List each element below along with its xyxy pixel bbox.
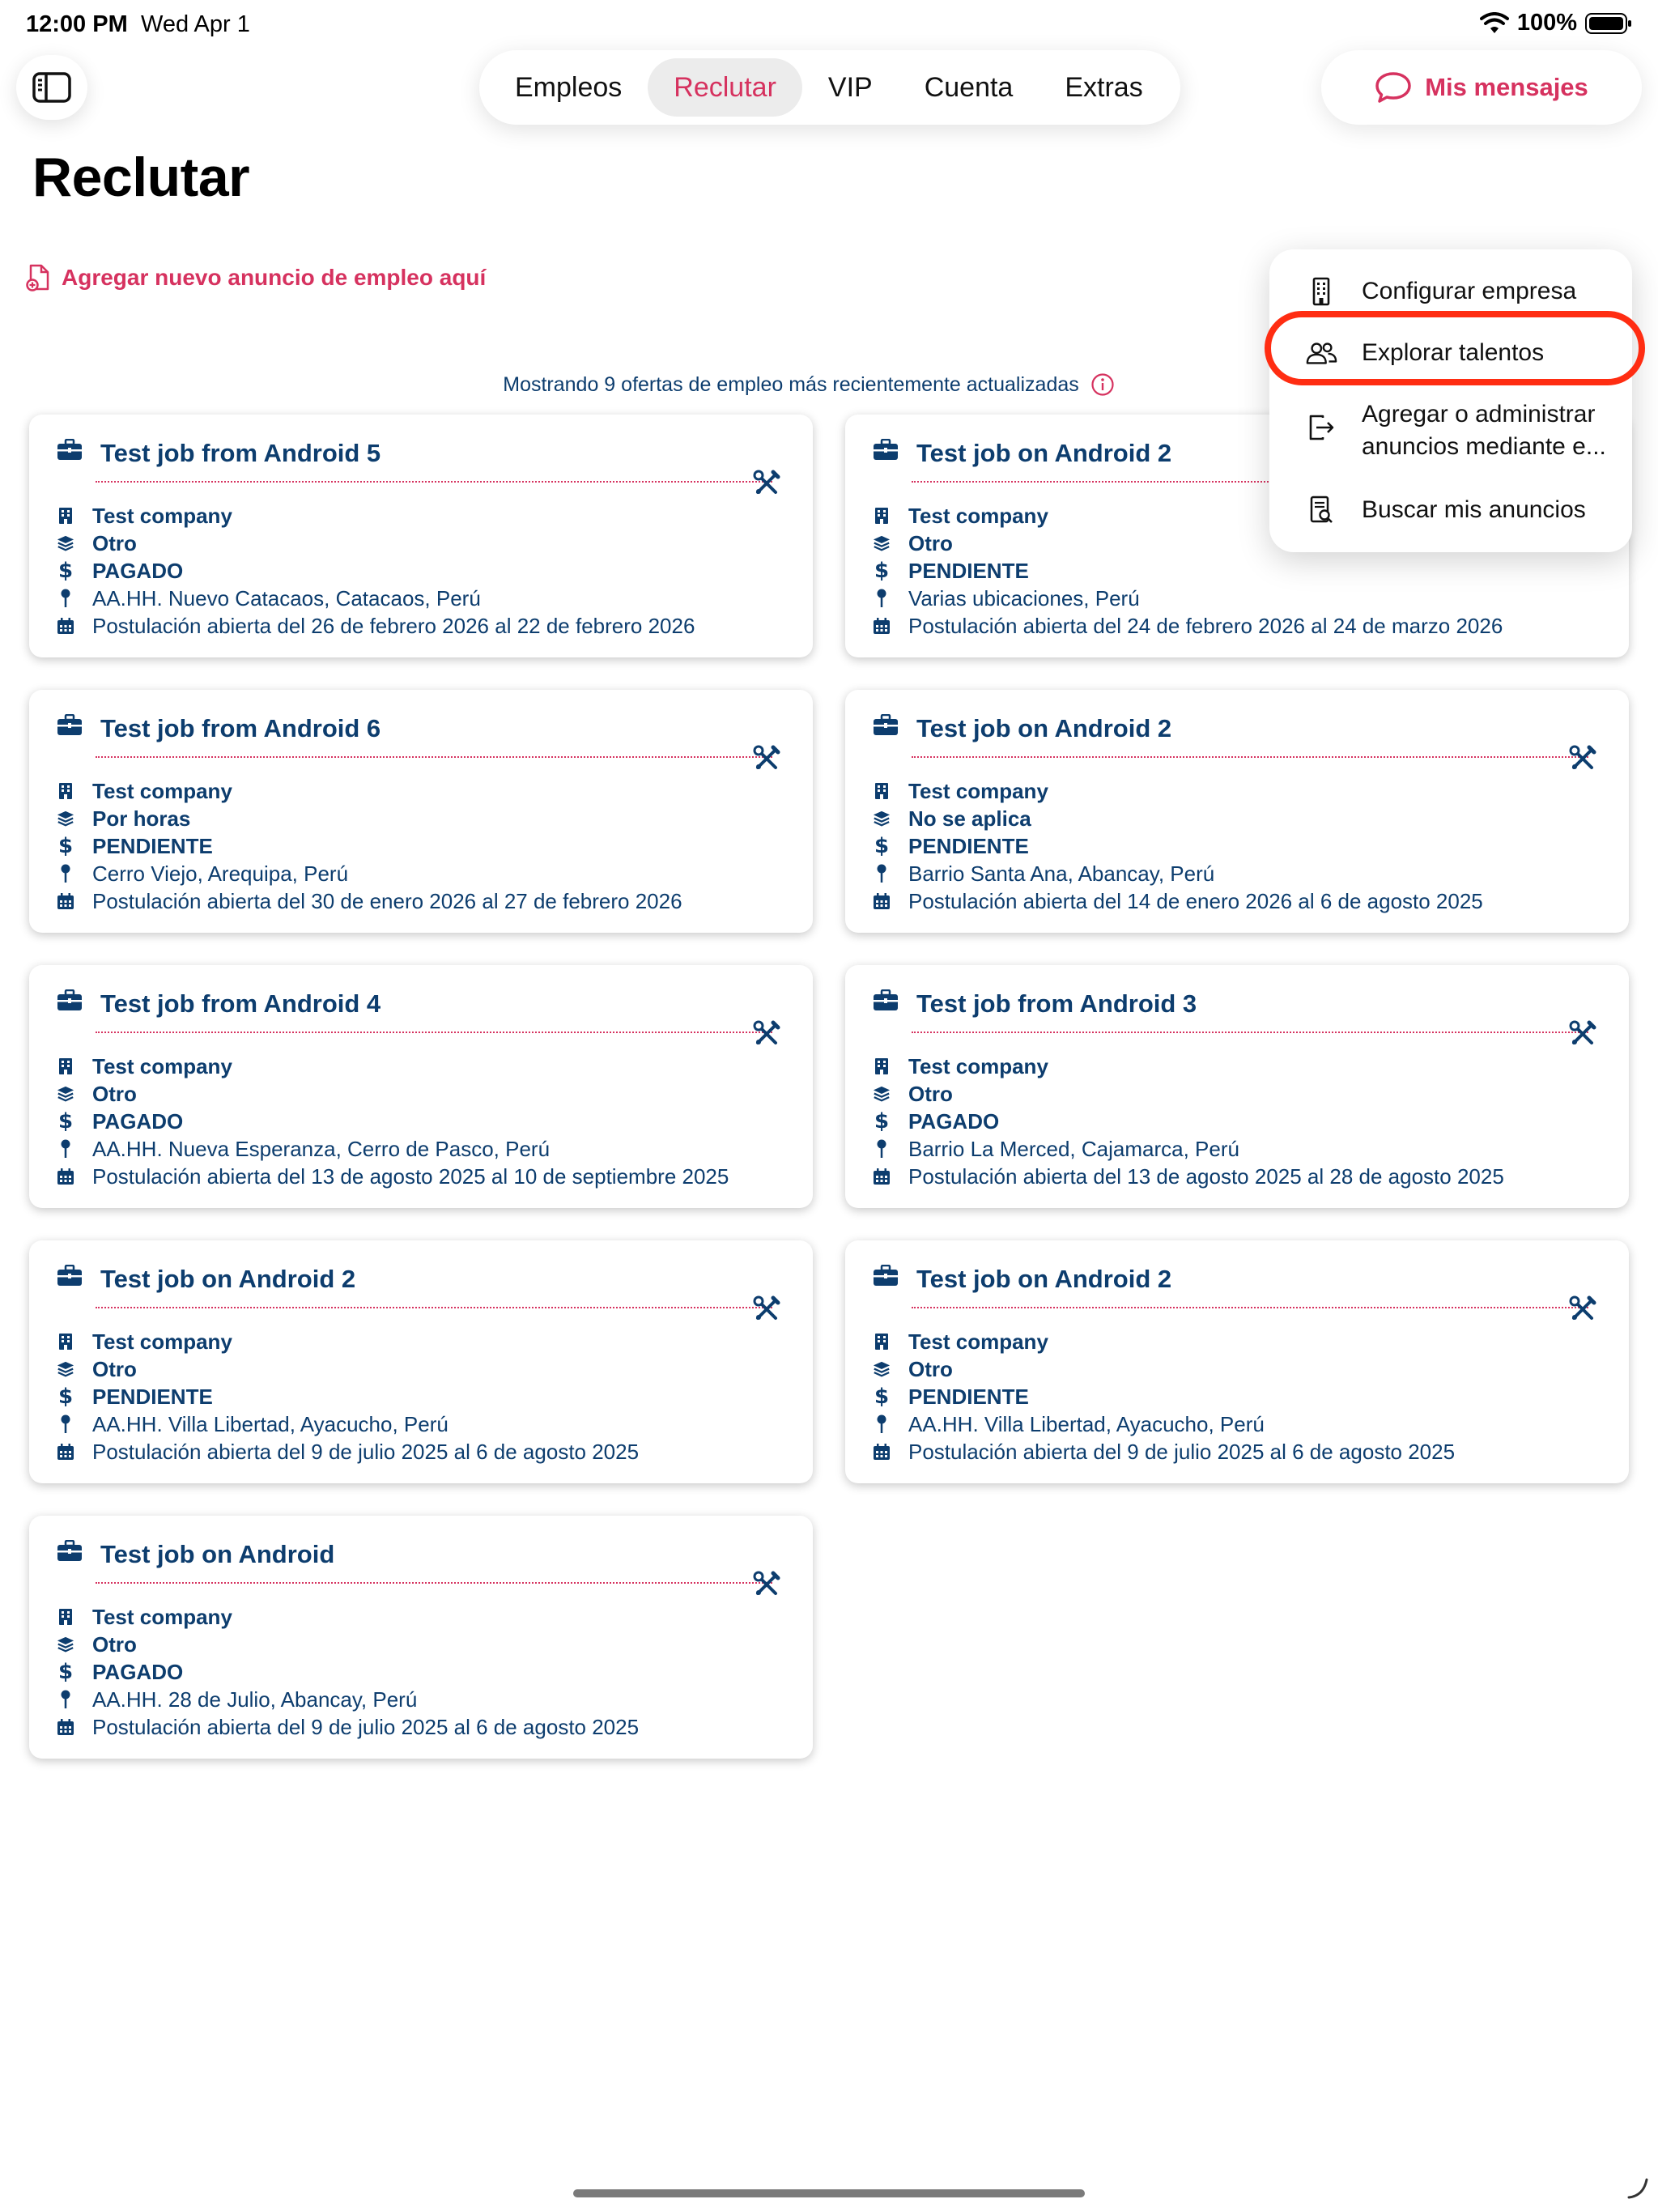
dollar-icon: $ [874, 834, 890, 858]
dollar-icon: $ [57, 1660, 74, 1684]
job-dates-row [57, 612, 695, 640]
pin-icon [873, 1415, 891, 1433]
pin-icon [873, 1140, 891, 1158]
recruit-menu [1269, 249, 1632, 552]
building-icon [873, 1333, 891, 1351]
job-dates: Postulación abierta del 9 de julio 2025 al 6 de agosto 2025 [92, 1439, 640, 1464]
pin-icon [57, 1415, 74, 1433]
menu-item-configurar-empresa[interactable] [1305, 275, 1576, 308]
battery-percent: 100% [1516, 10, 1577, 36]
job-company: Test company [92, 1604, 232, 1629]
job-pay: PENDIENTE [908, 1384, 1029, 1409]
job-dates: Postulación abierta del 14 de enero 2026 al 6 de agosto 2025 [908, 888, 1483, 913]
job-location-row [873, 1410, 1455, 1438]
job-pay: PENDIENTE [92, 833, 213, 858]
card-divider [96, 1307, 772, 1308]
job-title-row [57, 1540, 334, 1569]
wifi-icon [1480, 12, 1509, 35]
tab-bar [479, 50, 1180, 125]
card-divider [96, 481, 772, 483]
building-icon [57, 507, 74, 525]
messages-button[interactable] [1321, 50, 1642, 125]
menu-item-label: Configurar empresa [1362, 278, 1577, 304]
job-dates: Postulación abierta del 26 de febrero 2026 al 22 de febrero 2026 [92, 613, 695, 638]
sidebar-toggle-button[interactable] [16, 55, 87, 120]
building-icon [57, 1333, 74, 1351]
job-company: Test company [92, 778, 232, 803]
job-location: AA.HH. 28 de Julio, Abancay, Perú [92, 1687, 418, 1712]
job-pay: PAGADO [92, 558, 184, 583]
job-type-row [57, 1080, 729, 1108]
job-type-row [873, 805, 1483, 832]
job-dates-row [873, 612, 1503, 640]
job-pay-row [57, 1383, 639, 1410]
job-pay-row [873, 1108, 1504, 1135]
job-dates-row [57, 887, 682, 915]
job-type: Otro [92, 1356, 137, 1381]
job-company-row [873, 1328, 1455, 1355]
job-location-row [57, 585, 695, 612]
briefcase-icon [873, 989, 899, 1019]
building-icon [57, 1057, 74, 1075]
job-details [873, 1053, 1504, 1190]
job-location: AA.HH. Nuevo Catacaos, Catacaos, Perú [92, 585, 481, 610]
job-type: Otro [908, 1081, 953, 1106]
dollar-icon: $ [57, 1385, 74, 1409]
job-title-row [57, 714, 380, 743]
briefcase-icon [57, 714, 83, 743]
job-location-row [873, 860, 1483, 887]
status-date: Wed Apr 1 [141, 11, 250, 37]
job-location: Barrio Santa Ana, Abancay, Perú [908, 861, 1215, 886]
add-job-link[interactable] [26, 264, 486, 291]
status-bar [0, 0, 1658, 52]
menu-item-label: Buscar mis anuncios [1362, 496, 1586, 523]
job-title: Test job on Android 2 [916, 439, 1172, 467]
calendar-icon [873, 892, 891, 910]
pin-icon [57, 589, 74, 607]
job-dates: Postulación abierta del 13 de agosto 2025 al 28 de agosto 2025 [908, 1163, 1504, 1189]
job-company-row [57, 502, 695, 530]
building-icon [873, 1057, 891, 1075]
job-title: Test job on Android [100, 1540, 335, 1568]
job-card[interactable] [845, 1240, 1629, 1483]
job-pay-row [873, 832, 1483, 860]
job-location-row [57, 1410, 639, 1438]
job-type: Otro [92, 1631, 137, 1657]
job-title: Test job from Android 6 [100, 714, 381, 742]
results-info-text: Mostrando 9 ofertas de empleo más recientemente actualizadas [503, 372, 1079, 396]
job-details [57, 1603, 639, 1741]
job-location: Cerro Viejo, Arequipa, Perú [92, 861, 349, 886]
job-type: Por horas [92, 806, 191, 831]
job-details [57, 777, 682, 915]
job-pay-row [873, 557, 1503, 585]
job-company: Test company [92, 1053, 232, 1078]
dollar-icon: $ [874, 1109, 890, 1134]
job-company: Test company [908, 503, 1048, 528]
tools-icon[interactable] [753, 470, 780, 497]
layers-icon [57, 1636, 74, 1653]
job-pay: PENDIENTE [908, 558, 1029, 583]
tools-icon[interactable] [1569, 745, 1596, 772]
menu-item-label: Agregar o administrar [1362, 401, 1596, 428]
tools-icon[interactable] [1569, 1295, 1596, 1323]
job-type: Otro [908, 1356, 953, 1381]
job-location-row [57, 1686, 639, 1713]
job-dates-row [57, 1713, 639, 1741]
job-card[interactable] [29, 1516, 813, 1759]
document-search-icon [1305, 494, 1337, 526]
briefcase-icon [873, 1265, 899, 1294]
card-divider [96, 1582, 772, 1584]
job-dates: Postulación abierta del 13 de agosto 2025 al 10 de septiembre 2025 [92, 1163, 729, 1189]
calendar-icon [873, 1443, 891, 1461]
calendar-icon [57, 617, 74, 635]
layers-icon [57, 810, 74, 827]
job-pay: PAGADO [92, 1108, 184, 1134]
job-pay-row [57, 557, 695, 585]
document-add-icon [26, 264, 50, 291]
job-pay-row [873, 1383, 1455, 1410]
job-dates-row [873, 1163, 1504, 1190]
job-title-row [57, 989, 380, 1019]
job-details [57, 1328, 639, 1465]
job-company-row [57, 1328, 639, 1355]
job-pay: PAGADO [92, 1659, 184, 1684]
job-location: Barrio La Merced, Cajamarca, Perú [908, 1136, 1239, 1161]
sign-out-icon [1305, 411, 1337, 444]
job-details [57, 1053, 729, 1190]
calendar-icon [57, 1718, 74, 1736]
job-company: Test company [908, 1053, 1048, 1078]
briefcase-icon [57, 1540, 83, 1569]
menu-item-buscar-anuncios[interactable] [1305, 494, 1586, 526]
job-type: Otro [92, 530, 137, 555]
job-type-row [57, 1631, 639, 1658]
briefcase-icon [873, 714, 899, 743]
job-card[interactable] [845, 690, 1629, 933]
tools-icon[interactable] [753, 745, 780, 772]
dollar-icon: $ [874, 559, 890, 583]
job-dates-row [873, 1438, 1455, 1465]
building-icon [1305, 275, 1337, 308]
job-location-row [57, 1135, 729, 1163]
tools-icon[interactable] [753, 1020, 780, 1048]
job-card[interactable] [29, 415, 813, 657]
home-indicator[interactable] [573, 2189, 1085, 2197]
sidebar-icon [32, 71, 72, 104]
card-divider [96, 1032, 772, 1033]
menu-item-agregar-administrar[interactable] [1305, 398, 1606, 463]
pin-icon [873, 589, 891, 607]
job-location: AA.HH. Villa Libertad, Ayacucho, Perú [92, 1411, 449, 1436]
card-divider [912, 756, 1588, 758]
dollar-icon: $ [57, 1109, 74, 1134]
job-dates-row [57, 1163, 729, 1190]
job-company-row [873, 777, 1483, 805]
job-dates-row [57, 1438, 639, 1465]
job-title: Test job from Android 4 [100, 989, 381, 1018]
job-pay: PAGADO [908, 1108, 1000, 1134]
card-divider [96, 756, 772, 758]
job-details [873, 777, 1483, 915]
briefcase-icon [873, 439, 899, 468]
highlight-ring [1265, 311, 1645, 385]
job-card[interactable] [29, 690, 813, 933]
messages-label: Mis mensajes [1425, 73, 1588, 101]
pin-icon [873, 865, 891, 883]
job-location: Varias ubicaciones, Perú [908, 585, 1140, 610]
job-card[interactable] [29, 965, 813, 1208]
job-dates: Postulación abierta del 24 de febrero 2026 al 24 de marzo 2026 [908, 613, 1503, 638]
job-title: Test job from Android 5 [100, 439, 381, 467]
job-type: No se aplica [908, 806, 1031, 831]
job-company-row [57, 777, 682, 805]
chat-bubble-icon [1375, 70, 1412, 104]
job-pay: PENDIENTE [908, 833, 1029, 858]
building-icon [57, 1608, 74, 1626]
job-dates: Postulación abierta del 30 de enero 2026 al 27 de febrero 2026 [92, 888, 682, 913]
battery-icon [1585, 12, 1632, 35]
job-company: Test company [908, 1329, 1048, 1354]
card-divider [912, 1032, 1588, 1033]
info-icon[interactable] [1090, 372, 1115, 397]
menu-item-label-line2: anuncios mediante e... [1362, 433, 1606, 460]
dollar-icon: $ [57, 559, 74, 583]
briefcase-icon [57, 439, 83, 468]
pin-icon [57, 1691, 74, 1708]
layers-icon [57, 1085, 74, 1103]
building-icon [873, 782, 891, 800]
job-title-row [57, 1265, 355, 1294]
add-job-label: Agregar nuevo anuncio de empleo aquí [62, 265, 487, 290]
building-icon [57, 782, 74, 800]
tab-empleos[interactable]: Empleos [515, 71, 623, 103]
job-type: Otro [92, 1081, 137, 1106]
pin-icon [57, 1140, 74, 1158]
layers-icon [873, 1085, 891, 1103]
layers-icon [873, 1360, 891, 1378]
job-location-row [873, 1135, 1504, 1163]
calendar-icon [57, 1443, 74, 1461]
job-title-row [873, 714, 1171, 743]
job-title-row [873, 1265, 1171, 1294]
job-location-row [873, 585, 1503, 612]
card-divider [912, 1307, 1588, 1308]
tools-icon[interactable] [753, 1295, 780, 1323]
job-card[interactable] [845, 965, 1629, 1208]
job-title: Test job on Android 2 [916, 714, 1172, 742]
job-title: Test job on Android 2 [916, 1265, 1172, 1293]
job-location-row [57, 860, 682, 887]
job-pay-row [57, 832, 682, 860]
job-dates: Postulación abierta del 9 de julio 2025 al 6 de agosto 2025 [92, 1714, 640, 1739]
job-location: AA.HH. Nueva Esperanza, Cerro de Pasco, Perú [92, 1136, 551, 1161]
tools-icon[interactable] [1569, 1020, 1596, 1048]
status-time: 12:00 PM [26, 11, 128, 37]
job-type-row [873, 1080, 1504, 1108]
briefcase-icon [57, 1265, 83, 1294]
job-company: Test company [92, 503, 232, 528]
calendar-icon [873, 1168, 891, 1185]
job-details [57, 502, 695, 640]
job-title: Test job on Android 2 [100, 1265, 356, 1293]
dollar-icon: $ [874, 1385, 890, 1409]
pin-icon [57, 865, 74, 883]
tab-cuenta[interactable]: Cuenta [924, 71, 1014, 103]
job-company-row [57, 1053, 729, 1080]
page-title: Reclutar [32, 147, 250, 208]
resize-corner-icon [1626, 2176, 1650, 2201]
layers-icon [57, 1360, 74, 1378]
job-type-row [57, 1355, 639, 1383]
tab-extras[interactable]: Extras [1065, 71, 1143, 103]
layers-icon [57, 534, 74, 552]
job-type-row [873, 1355, 1455, 1383]
job-title: Test job from Android 3 [916, 989, 1197, 1018]
job-location: AA.HH. Villa Libertad, Ayacucho, Perú [908, 1411, 1265, 1436]
status-indicators [1480, 10, 1632, 36]
calendar-icon [873, 617, 891, 635]
job-title-row [57, 439, 380, 468]
job-company: Test company [908, 778, 1048, 803]
layers-icon [873, 810, 891, 827]
job-pay: PENDIENTE [92, 1384, 213, 1409]
tab-vip[interactable]: VIP [827, 71, 873, 103]
job-type-row [57, 530, 695, 557]
building-icon [873, 507, 891, 525]
tab-reclutar[interactable]: Reclutar [648, 58, 802, 117]
layers-icon [873, 534, 891, 552]
menu-item-label-group [1362, 398, 1606, 463]
job-card[interactable] [29, 1240, 813, 1483]
job-dates-row [873, 887, 1483, 915]
job-details [873, 1328, 1455, 1465]
calendar-icon [57, 1168, 74, 1185]
job-company-row [873, 1053, 1504, 1080]
job-title-row [873, 439, 1171, 468]
job-dates: Postulación abierta del 9 de julio 2025 al 6 de agosto 2025 [908, 1439, 1456, 1464]
job-pay-row [57, 1108, 729, 1135]
job-company-row [57, 1603, 639, 1631]
job-company: Test company [92, 1329, 232, 1354]
dollar-icon: $ [57, 834, 74, 858]
job-pay-row [57, 1658, 639, 1686]
menu-item-label: Explorar talentos [1362, 339, 1545, 366]
tools-icon[interactable] [753, 1571, 780, 1598]
calendar-icon [57, 892, 74, 910]
job-title-row [873, 989, 1197, 1019]
briefcase-icon [57, 989, 83, 1019]
job-type-row [57, 805, 682, 832]
job-type: Otro [908, 530, 953, 555]
